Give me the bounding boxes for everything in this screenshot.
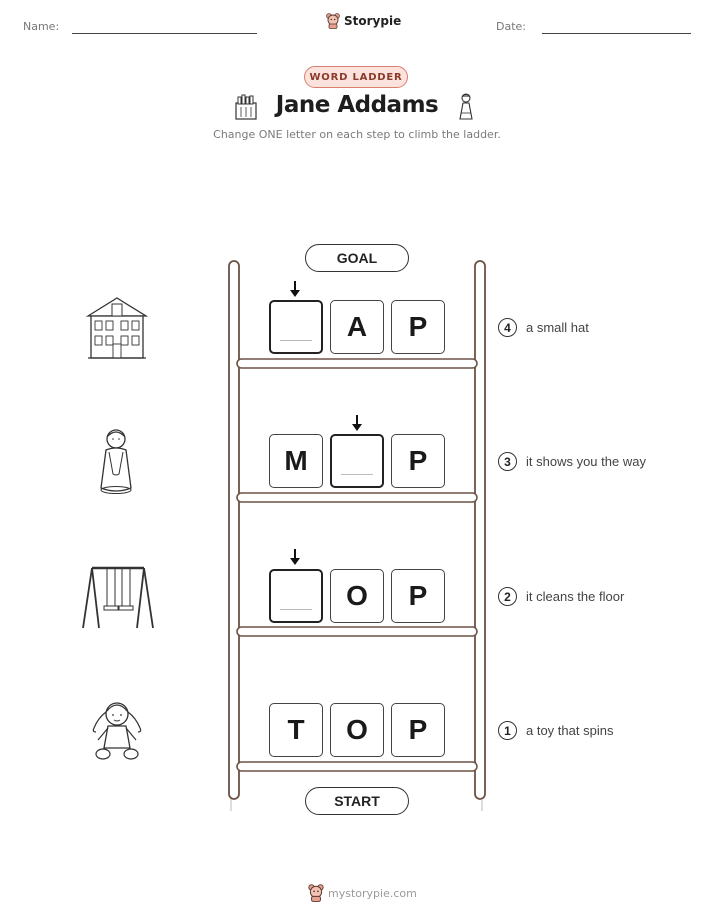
start-label: START [305, 787, 409, 815]
clue-text: a small hat [526, 320, 589, 335]
clue-row [498, 452, 646, 471]
clue-text: a toy that spins [526, 723, 614, 738]
letter-tile: M [269, 434, 323, 488]
letter-tile: A [330, 300, 384, 354]
ladder-right-rail [475, 261, 485, 799]
ladder-rung [237, 493, 477, 502]
letter-tile: P [391, 434, 445, 488]
storypie-bear-icon [326, 13, 340, 29]
brand-name: Storypie [344, 14, 402, 28]
ladder-rung [237, 627, 477, 636]
letter-tile-blank[interactable] [269, 569, 323, 623]
instructions: Change ONE letter on each step to climb the ladder. [213, 128, 501, 141]
name-field[interactable] [72, 33, 257, 34]
step-number: 3 [498, 452, 517, 471]
letter-tile-blank[interactable] [330, 434, 384, 488]
word-ladder-badge: WORD LADDER [304, 66, 408, 88]
goal-label: GOAL [305, 244, 409, 272]
clue-text: it shows you the way [526, 454, 646, 469]
girl-doll-icon [86, 698, 148, 764]
letter-tile: O [330, 703, 384, 757]
clue-text: it cleans the floor [526, 589, 625, 604]
arrow-down-icon [288, 548, 302, 566]
ladder-left-rail [229, 261, 239, 799]
letter-tile-blank[interactable] [269, 300, 323, 354]
footer-url[interactable]: mystorypie.com [328, 886, 417, 900]
arrow-down-icon [288, 280, 302, 298]
letter-tile: T [269, 703, 323, 757]
clue-row [498, 318, 589, 337]
arrow-down-icon [350, 414, 364, 432]
storypie-bear-icon [308, 884, 324, 902]
letter-tile: P [391, 569, 445, 623]
step-number: 4 [498, 318, 517, 337]
letter-tile: P [391, 300, 445, 354]
step-number: 2 [498, 587, 517, 606]
swing-set-icon [80, 562, 156, 630]
clue-row [498, 721, 613, 740]
lady-figure-icon [457, 92, 475, 122]
brand-logo [326, 13, 401, 29]
date-field[interactable] [542, 33, 691, 34]
doll-figure-icon [96, 428, 136, 496]
house-icon [84, 294, 150, 360]
letter-tile: P [391, 703, 445, 757]
footer [308, 884, 417, 902]
name-label: Name: [23, 20, 60, 33]
step-number: 1 [498, 721, 517, 740]
ladder-rung [237, 359, 477, 368]
clue-row [498, 587, 624, 606]
page-title: Jane Addams [275, 92, 439, 118]
ladder-rung [237, 762, 477, 771]
date-label: Date: [496, 20, 526, 33]
letter-tile: O [330, 569, 384, 623]
